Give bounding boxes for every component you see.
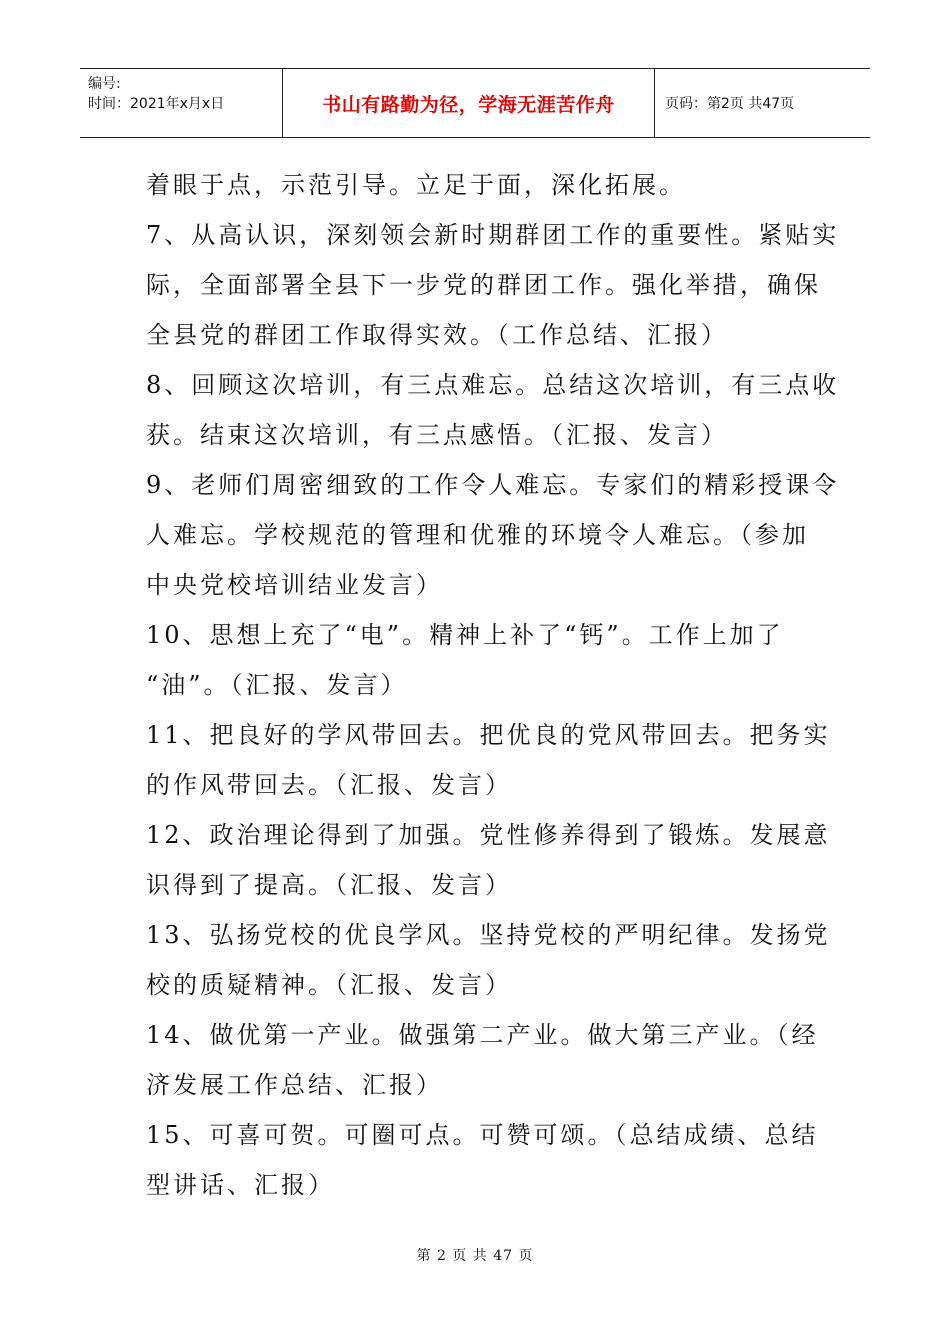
header-left-cell bbox=[80, 69, 283, 137]
text-line: 11、把良好的学风带回去。把优良的党风带回去。把务实 bbox=[146, 721, 831, 749]
text-line: 校的质疑精神。（汇报、发言） bbox=[146, 971, 512, 999]
text-line: 13、弘扬党校的优良学风。坚持党校的严明纪律。发扬党 bbox=[146, 921, 831, 949]
header-page-code: 页码：第2页 共47页 bbox=[665, 96, 795, 112]
text-line: 全县党的群团工作取得实效。（工作总结、汇报） bbox=[146, 321, 728, 349]
document-number-label: 编号: bbox=[88, 76, 121, 92]
text-line: 际，全面部署全县下一步党的群团工作。强化举措，确保 bbox=[146, 271, 821, 299]
text-line: 识得到了提高。（汇报、发言） bbox=[146, 871, 512, 899]
text-line: 14、做优第一产业。做强第二产业。做大第三产业。（经 bbox=[146, 1021, 819, 1049]
text-line: 型讲话、汇报） bbox=[146, 1171, 335, 1199]
text-line: 获。结束这次培训，有三点感悟。（汇报、发言） bbox=[146, 421, 728, 449]
text-line: “油”。（汇报、发言） bbox=[146, 671, 408, 699]
text-line: 人难忘。学校规范的管理和优雅的环境令人难忘。（参加 bbox=[146, 521, 809, 549]
document-body bbox=[146, 160, 840, 1210]
text-line: 9、老师们周密细致的工作令人难忘。专家们的精彩授课令 bbox=[146, 471, 840, 499]
header-table bbox=[80, 68, 870, 138]
text-line: 8、回顾这次培训，有三点难忘。总结这次培训，有三点收 bbox=[146, 371, 840, 399]
text-line: 济发展工作总结、汇报） bbox=[146, 1071, 443, 1099]
page-footer: 第 2 页 共 47 页 bbox=[416, 1248, 534, 1264]
text-line: 7、从高认识，深刻领会新时期群团工作的重要性。紧贴实 bbox=[146, 221, 840, 249]
text-line: 10、思想上充了“电”。精神上补了“钙”。工作上加了 bbox=[146, 621, 784, 649]
text-line: 中央党校培训结业发言） bbox=[146, 571, 443, 599]
header-motto: 书山有路勤为径，学海无涯苦作舟 bbox=[283, 69, 655, 137]
text-line: 12、政治理论得到了加强。党性修养得到了锻炼。发展意 bbox=[146, 821, 831, 849]
text-line: 的作风带回去。（汇报、发言） bbox=[146, 771, 512, 799]
document-date-label: 时间：2021年x月x日 bbox=[88, 96, 225, 112]
text-line: 着眼于点，示范引导。立足于面，深化拓展。 bbox=[146, 171, 686, 199]
text-line: 15、可喜可贺。可圈可点。可赞可颂。（总结成绩、总结 bbox=[146, 1121, 819, 1149]
